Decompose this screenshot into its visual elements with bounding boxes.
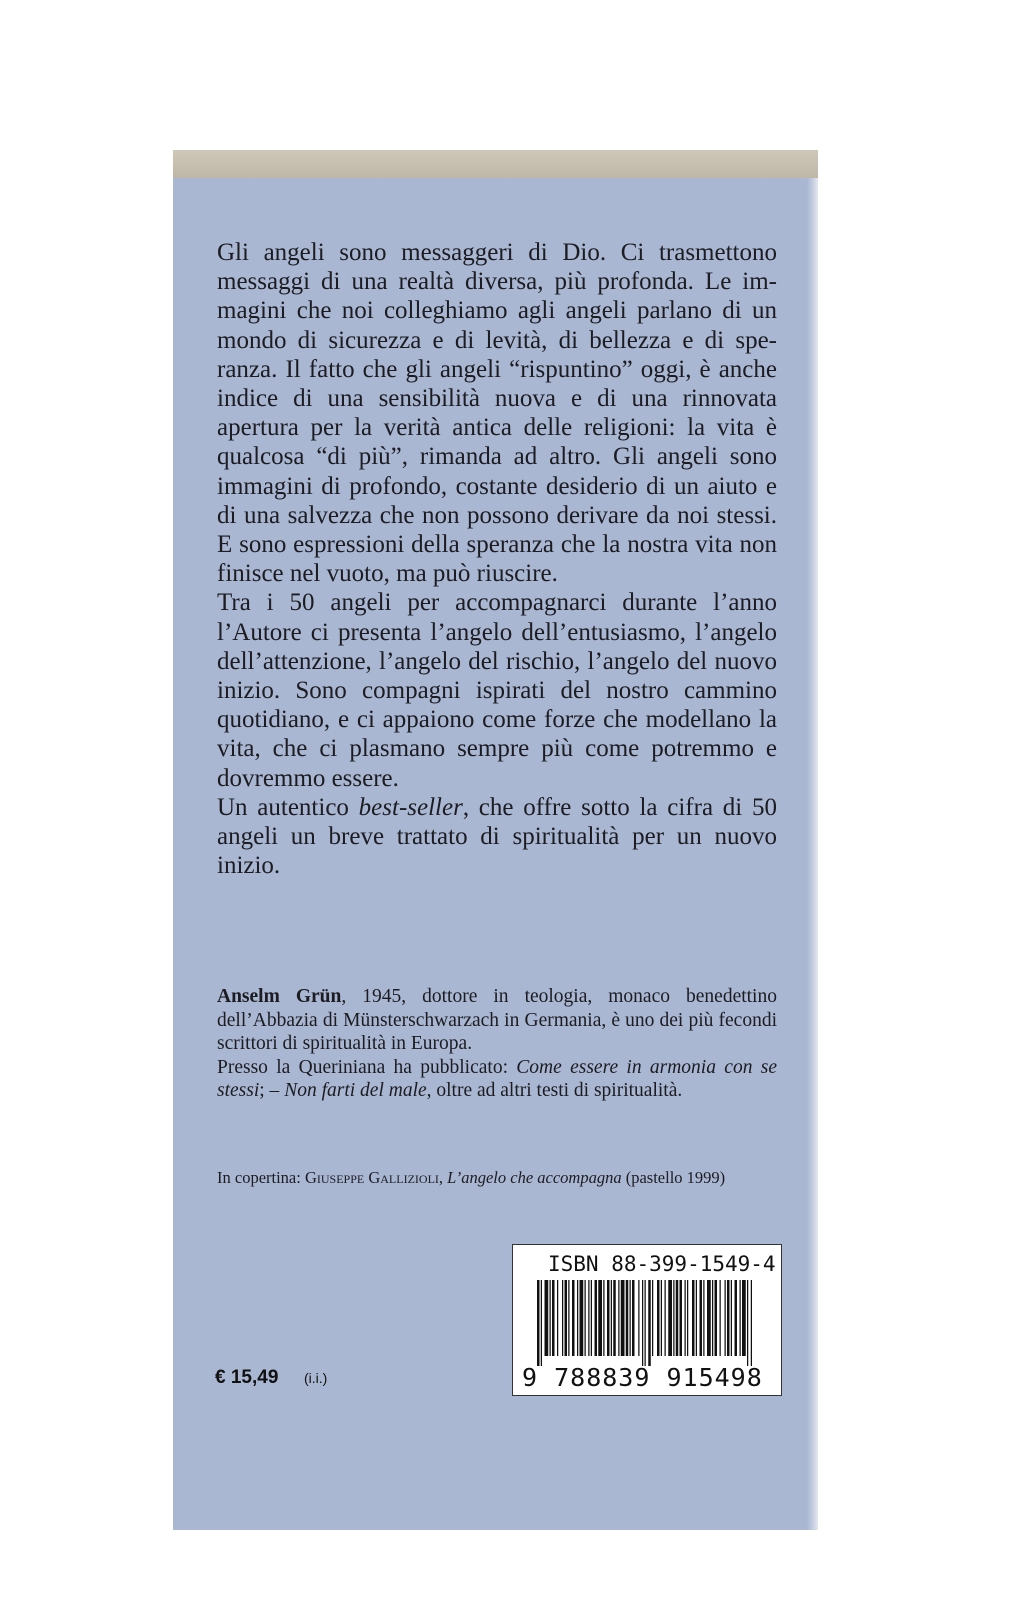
barcode-bar — [611, 1280, 612, 1356]
author-bio-paragraph — [217, 985, 777, 1056]
barcode-bar — [565, 1280, 568, 1356]
barcode-bar — [632, 1280, 635, 1356]
barcode-bar — [598, 1280, 602, 1356]
barcode-bar — [638, 1280, 639, 1356]
credit-work: L’angelo che accompagna — [447, 1168, 622, 1187]
barcode-bar — [626, 1280, 629, 1356]
barcode-bar — [577, 1280, 578, 1356]
blurb-paragraph-3 — [217, 793, 777, 881]
price: € 15,49 — [215, 1367, 279, 1388]
barcode-bar — [591, 1280, 592, 1356]
pub-intro: Presso la Queriniana ha pubblicato: — [217, 1056, 517, 1078]
barcode-bar — [665, 1280, 666, 1356]
barcode-bar — [568, 1280, 569, 1356]
pub-sep: ; – — [259, 1080, 285, 1101]
barcode-bar — [700, 1280, 703, 1356]
barcode-bar — [541, 1280, 542, 1366]
barcode-bar — [607, 1280, 610, 1356]
barcode-bar — [652, 1280, 653, 1356]
barcode-bar — [657, 1280, 660, 1356]
book-top-edge — [173, 150, 818, 180]
credit-sep: , — [438, 1168, 448, 1187]
ean-number: 9 788839 915498 — [522, 1363, 763, 1392]
barcode-bar — [687, 1280, 688, 1356]
barcode-bar — [696, 1280, 697, 1356]
barcode-bar — [747, 1280, 748, 1366]
barcode-bars — [537, 1280, 755, 1368]
pub-end: , oltre ad altri testi di spiritualità. — [426, 1080, 683, 1101]
barcode-bar — [648, 1280, 651, 1366]
barcode-bar — [685, 1280, 686, 1356]
author-bio-text: , 1945, dottore in teologia, monaco benedettino dell’Abbazia di Münsterschwarzach in Germania, è uno dei più fecondi scrittori di spiritualità in Europa. — [217, 986, 777, 1054]
cover-edge — [807, 178, 818, 1530]
barcode-bar — [735, 1280, 738, 1356]
barcode-bar — [585, 1280, 586, 1356]
pub-title-2: Non farti del male — [284, 1080, 427, 1101]
barcode-bar — [668, 1280, 672, 1356]
author-name: Anselm Grün — [217, 986, 342, 1007]
author-publications — [217, 1056, 777, 1103]
barcode-bar — [673, 1280, 674, 1356]
barcode-bar — [642, 1280, 643, 1366]
barcode-bar — [692, 1280, 695, 1356]
barcode-bar — [580, 1280, 584, 1356]
barcode-bar — [572, 1280, 575, 1356]
barcode-bar — [630, 1280, 631, 1356]
barcode-bar — [603, 1280, 604, 1356]
barcode-bar — [712, 1280, 713, 1356]
barcode-bar — [751, 1280, 752, 1366]
barcode-bar — [725, 1280, 726, 1356]
blurb-paragraph-2: Tra i 50 angeli per accompagnarci durante l’anno l’Autore ci presenta l’angelo dell’entusiasmo, l’angelo dell’attenzione, l’angelo del rischio, l’angelo del nuovo inizio. Sono compagni ispirati del nostro cammino quotidiano, e ci appaiono come forze che modellano la vita, che ci plasmano sempre più come potremmo e dovremmo essere. — [217, 589, 777, 792]
barcode-bar — [720, 1280, 721, 1356]
barcode-bar — [537, 1280, 540, 1366]
barcode-bar — [618, 1280, 619, 1356]
barcode-bar — [595, 1280, 598, 1356]
barcode-bar — [621, 1280, 625, 1356]
barcode-bar — [562, 1280, 563, 1356]
blurb-p3-end: , che offre sotto la cifra di 50 angeli un breve trattato di spiritualità per un nuovo inizio. — [217, 793, 777, 880]
author-bio — [217, 985, 777, 1103]
barcode-bar — [645, 1280, 646, 1366]
blurb-p3-start: Un autentico — [217, 793, 359, 821]
barcode-bar — [707, 1280, 711, 1356]
credit-note: (pastello 1999) — [621, 1168, 726, 1187]
barcode-bar — [545, 1280, 549, 1356]
blurb-p3-italic: best-seller — [358, 793, 463, 821]
pub-title-1: Come essere in armonia con se stessi — [217, 1056, 777, 1101]
cover-credit — [217, 1168, 777, 1188]
barcode-bar — [676, 1280, 679, 1356]
barcode-bar — [703, 1280, 704, 1356]
barcode-bar — [727, 1280, 730, 1356]
barcode-bar — [740, 1280, 741, 1356]
blurb — [217, 238, 777, 880]
credit-prefix: In copertina: — [217, 1168, 305, 1187]
barcode-bar — [557, 1280, 558, 1356]
barcode-bar — [550, 1280, 551, 1356]
barcode-bar — [552, 1280, 555, 1356]
barcode-bar — [613, 1280, 616, 1356]
isbn-label: ISBN 88-399-1549-4 — [548, 1252, 776, 1276]
barcode-bar — [588, 1280, 589, 1356]
barcode-bar — [731, 1280, 732, 1356]
barcode-bar — [715, 1280, 718, 1356]
price-note: (i.i.) — [304, 1370, 328, 1386]
barcode-bar — [742, 1280, 746, 1356]
blurb-paragraph-1: Gli angeli sono messaggeri di Dio. Ci trasmettono messaggi di una realtà diversa, più profonda. Le immagini che noi colleghiamo agli angeli parlano di un mondo di sicurezza e di levità, di bellezza e di speranza. Il fatto che gli angeli “rispuntino” oggi, è anche indice di una sensibilità nuova e di una rinnovata apertura per la verità antica delle religioni: la vita è qualcosa “di più”, rimanda ad altro. Gli angeli sono immagini di profondo, costante desiderio di un aiuto e di una salvezza che non possono derivare da noi stessi. E sono espressioni della speranza che la nostra vita non finisce nel vuoto, ma può riuscire. — [217, 239, 777, 588]
barcode-bar — [661, 1280, 662, 1356]
barcode-bar — [680, 1280, 683, 1356]
credit-artist: Giuseppe Gallizioli — [304, 1168, 439, 1187]
